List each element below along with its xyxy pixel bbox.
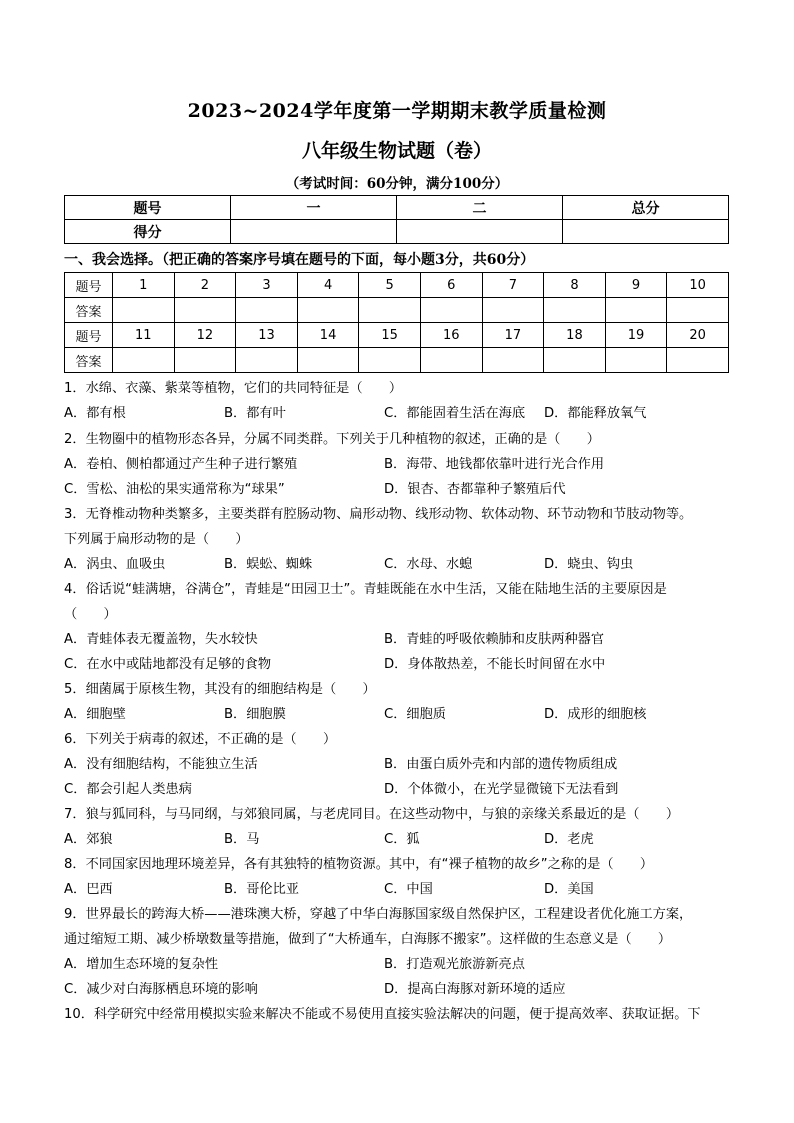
question-number: 19 xyxy=(605,323,667,348)
score-label-cell: 得分 xyxy=(65,220,231,244)
question-stem: 1．水绵、衣藻、紫菜等植物，它们的共同特征是（ ） xyxy=(64,381,403,396)
score-table-row xyxy=(65,196,729,220)
question-number: 9 xyxy=(605,273,667,298)
question-stem-continued: 通过缩短工期、减少桥墩数量等措施，做到了“大桥通车，白海豚不搬家”。这样做的生态意义是（ ） xyxy=(64,932,672,947)
answer-cell[interactable] xyxy=(667,298,729,323)
score-cell[interactable] xyxy=(231,220,397,244)
question-number: 6 xyxy=(420,273,482,298)
question-number: 20 xyxy=(667,323,729,348)
answer-cell[interactable] xyxy=(297,298,359,323)
answer-table-row xyxy=(65,323,729,348)
option-b: B．都有叶 xyxy=(224,406,286,421)
score-header-cell: 总分 xyxy=(563,196,729,220)
row-label: 题号 xyxy=(65,323,113,348)
question-number: 11 xyxy=(113,323,175,348)
answer-cell[interactable] xyxy=(174,298,236,323)
question-number: 7 xyxy=(482,273,544,298)
question-number: 12 xyxy=(174,323,236,348)
question-stem: 4．俗话说“蛙满塘，谷满仓”，青蛙是“田园卫士”。青蛙既能在水中生活，又能在陆地生活的主要原因是 xyxy=(64,582,667,597)
option-b: B．海带、地钱都依靠叶进行光合作用 xyxy=(384,457,605,472)
answer-cell[interactable] xyxy=(113,298,175,323)
question-stem-continued: （ ） xyxy=(64,607,117,622)
exam-title: 2023~2024学年度第一学期期末教学质量检测 xyxy=(187,100,607,122)
option-b: B．蜈蚣、蜘蛛 xyxy=(224,557,313,572)
score-table xyxy=(64,195,729,244)
question-number: 13 xyxy=(236,323,298,348)
question-stem: 3．无脊椎动物种类繁多，主要类群有腔肠动物、扁形动物、线形动物、软体动物、环节动物和节肢动物等。 xyxy=(64,507,693,522)
answer-cell[interactable] xyxy=(359,298,421,323)
option-c: C．在水中或陆地都没有足够的食物 xyxy=(64,657,272,672)
row-label: 题号 xyxy=(65,273,113,298)
option-b: B．青蛙的呼吸依赖肺和皮肤两种器官 xyxy=(384,632,605,647)
answer-table xyxy=(64,272,729,373)
option-b: B．由蛋白质外壳和内部的遗传物质组成 xyxy=(384,757,618,772)
answer-cell[interactable] xyxy=(297,348,359,373)
answer-cell[interactable] xyxy=(113,348,175,373)
question-number: 1 xyxy=(113,273,175,298)
option-a: A．细胞壁 xyxy=(64,707,126,722)
option-d: D．蛲虫、钩虫 xyxy=(544,557,634,572)
question-stem: 6．下列关于病毒的叙述，不正确的是（ ） xyxy=(64,732,337,747)
question-stem-continued: 下列属于扁形动物的是（ ） xyxy=(64,532,249,547)
option-d: D．成形的细胞核 xyxy=(544,707,647,722)
question-number: 8 xyxy=(544,273,606,298)
answer-cell[interactable] xyxy=(482,348,544,373)
answer-cell[interactable] xyxy=(482,298,544,323)
option-d: D．都能释放氧气 xyxy=(544,406,647,421)
option-a: A．青蛙体表无覆盖物，失水较快 xyxy=(64,632,258,647)
question-number: 5 xyxy=(359,273,421,298)
exam-subtitle: 八年级生物试题（卷） xyxy=(301,140,492,162)
question-stem: 9．世界最长的跨海大桥——港珠澳大桥，穿越了中华白海豚国家级自然保护区，工程建设者优化施工方案， xyxy=(64,907,693,922)
option-b: B．马 xyxy=(224,832,260,847)
option-a: A．都有根 xyxy=(64,406,126,421)
answer-table-row xyxy=(65,298,729,323)
option-d: D．身体散热差，不能长时间留在水中 xyxy=(384,657,606,672)
question-number: 4 xyxy=(297,273,359,298)
option-a: A．涡虫、血吸虫 xyxy=(64,557,166,572)
row-label: 答案 xyxy=(65,298,113,323)
option-d: D．提高白海豚对新环境的适应 xyxy=(384,982,566,997)
question-number: 17 xyxy=(482,323,544,348)
option-d: D．老虎 xyxy=(544,832,594,847)
question-number: 2 xyxy=(174,273,236,298)
option-c: C．减少对白海豚栖息环境的影响 xyxy=(64,982,258,997)
option-c: C．雪松、油松的果实通常称为“球果” xyxy=(64,482,285,497)
answer-cell[interactable] xyxy=(420,348,482,373)
option-c: C．中国 xyxy=(384,882,433,897)
exam-info: （考试时间：60分钟，满分100分） xyxy=(285,176,509,192)
option-c: C．都能固着生活在海底 xyxy=(384,406,526,421)
question-stem: 8．不同国家因地理环境差异，各有其独特的植物资源。其中，有“裸子植物的故乡”之称的是（ ） xyxy=(64,857,654,872)
answer-cell[interactable] xyxy=(174,348,236,373)
row-label: 答案 xyxy=(65,348,113,373)
option-b: B．哥伦比亚 xyxy=(224,882,299,897)
question-number: 15 xyxy=(359,323,421,348)
score-table-row xyxy=(65,220,729,244)
answer-cell[interactable] xyxy=(544,298,606,323)
score-header-cell: 题号 xyxy=(65,196,231,220)
question-number: 16 xyxy=(420,323,482,348)
question-number: 10 xyxy=(667,273,729,298)
question-stem: 7．狼与狐同科，与马同纲，与郊狼同属，与老虎同目。在这些动物中，与狼的亲缘关系最近的是（ ） xyxy=(64,807,680,822)
section-heading: 一、我会选择。（把正确的答案序号填在题号的下面，每小题3分，共60分） xyxy=(64,252,535,268)
answer-cell[interactable] xyxy=(420,298,482,323)
option-d: D．银杏、杏都靠种子繁殖后代 xyxy=(384,482,566,497)
option-c: C．狐 xyxy=(384,832,420,847)
option-a: A．没有细胞结构，不能独立生活 xyxy=(64,757,258,772)
option-d: D．个体微小，在光学显微镜下无法看到 xyxy=(384,782,619,797)
answer-cell[interactable] xyxy=(359,348,421,373)
question-number: 3 xyxy=(236,273,298,298)
answer-cell[interactable] xyxy=(236,298,298,323)
option-a: A．巴西 xyxy=(64,882,113,897)
answer-cell[interactable] xyxy=(667,348,729,373)
option-b: B．细胞膜 xyxy=(224,707,286,722)
answer-table-row xyxy=(65,348,729,373)
score-cell[interactable] xyxy=(563,220,729,244)
option-a: A．增加生态环境的复杂性 xyxy=(64,957,219,972)
question-number: 14 xyxy=(297,323,359,348)
question-stem: 5．细菌属于原核生物，其没有的细胞结构是（ ） xyxy=(64,682,376,697)
option-a: A．郊狼 xyxy=(64,832,113,847)
score-header-cell: 二 xyxy=(397,196,563,220)
answer-table-row xyxy=(65,273,729,298)
option-c: C．都会引起人类患病 xyxy=(64,782,192,797)
question-stem: 10．科学研究中经常用模拟实验来解决不能或不易使用直接实验法解决的问题，便于提高效率、获取证据。下 xyxy=(64,1007,701,1022)
option-c: C．细胞质 xyxy=(384,707,446,722)
answer-cell[interactable] xyxy=(605,298,667,323)
answer-cell[interactable] xyxy=(236,348,298,373)
option-a: A．卷柏、侧柏都通过产生种子进行繁殖 xyxy=(64,457,298,472)
question-stem: 2．生物圈中的植物形态各异，分属不同类群。下列关于几种植物的叙述，正确的是（ ） xyxy=(64,432,600,447)
score-header-cell: 一 xyxy=(231,196,397,220)
question-number: 18 xyxy=(544,323,606,348)
score-cell[interactable] xyxy=(397,220,563,244)
option-c: C．水母、水螅 xyxy=(384,557,473,572)
answer-cell[interactable] xyxy=(544,348,606,373)
option-d: D．美国 xyxy=(544,882,594,897)
option-b: B．打造观光旅游新亮点 xyxy=(384,957,525,972)
answer-cell[interactable] xyxy=(605,348,667,373)
